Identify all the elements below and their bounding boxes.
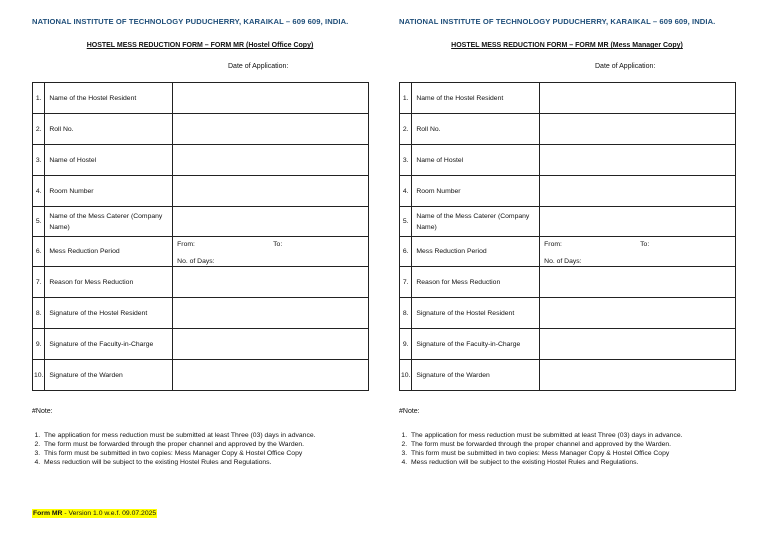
form-row bbox=[33, 360, 369, 391]
row-label: Name of Hostel bbox=[45, 145, 173, 176]
no-of-days-label: No. of Days: bbox=[177, 258, 215, 265]
room-number-field[interactable] bbox=[173, 176, 369, 207]
notes-list bbox=[399, 431, 744, 467]
form-row bbox=[33, 83, 369, 114]
to-label: To: bbox=[273, 241, 283, 248]
row-number: 6. bbox=[400, 237, 412, 267]
reduction-period-field[interactable] bbox=[540, 237, 736, 267]
reason-field[interactable] bbox=[173, 267, 369, 298]
row-label: Name of the Mess Caterer (Company Name) bbox=[45, 207, 173, 237]
form-id: Form MR bbox=[33, 510, 63, 517]
form-table bbox=[32, 82, 369, 391]
form-row bbox=[33, 237, 369, 267]
form-row bbox=[33, 145, 369, 176]
row-label: Roll No. bbox=[45, 114, 173, 145]
row-label: Name of the Mess Caterer (Company Name) bbox=[412, 207, 540, 237]
form-row bbox=[400, 176, 736, 207]
note-item: 1. The application for mess reduction must be submitted at least Three (03) days in advance. bbox=[42, 431, 377, 440]
version-text: - Version 1.0 w.e.f. 09.07.2025 bbox=[62, 510, 157, 517]
no-of-days-label: No. of Days: bbox=[544, 258, 582, 265]
institute-header: NATIONAL INSTITUTE OF TECHNOLOGY PUDUCHERRY, KARAIKAL – 609 609, INDIA. bbox=[32, 17, 349, 26]
reduction-period-field[interactable] bbox=[173, 237, 369, 267]
form-row bbox=[400, 114, 736, 145]
row-label: Reason for Mess Reduction bbox=[45, 267, 173, 298]
row-label: Mess Reduction Period bbox=[412, 237, 540, 267]
form-row bbox=[33, 267, 369, 298]
row-label: Signature of the Warden bbox=[45, 360, 173, 391]
row-number: 6. bbox=[33, 237, 45, 267]
form-row bbox=[33, 329, 369, 360]
form-row bbox=[400, 360, 736, 391]
row-number: 10. bbox=[400, 360, 412, 391]
row-label: Signature of the Faculty-in-Charge bbox=[412, 329, 540, 360]
form-title: HOSTEL MESS REDUCTION FORM – FORM MR (Mess Manager Copy) bbox=[451, 42, 683, 49]
row-number: 7. bbox=[400, 267, 412, 298]
row-number: 2. bbox=[33, 114, 45, 145]
form-row bbox=[33, 114, 369, 145]
row-label: Room Number bbox=[45, 176, 173, 207]
row-number: 4. bbox=[33, 176, 45, 207]
note-item: 3. This form must be submitted in two copies: Mess Manager Copy & Hostel Office Copy bbox=[409, 449, 744, 458]
faculty-signature-field[interactable] bbox=[540, 329, 736, 360]
resident-name-field[interactable] bbox=[173, 83, 369, 114]
row-label: Signature of the Hostel Resident bbox=[412, 298, 540, 329]
from-label: From: bbox=[177, 241, 195, 248]
to-label: To: bbox=[640, 241, 650, 248]
note-item: 4. Mess reduction will be subject to the existing Hostel Rules and Regulations. bbox=[42, 458, 377, 467]
row-number: 10. bbox=[33, 360, 45, 391]
row-number: 3. bbox=[33, 145, 45, 176]
row-number: 3. bbox=[400, 145, 412, 176]
resident-signature-field[interactable] bbox=[173, 298, 369, 329]
version-footer bbox=[32, 509, 157, 518]
row-label: Room Number bbox=[412, 176, 540, 207]
form-row bbox=[400, 145, 736, 176]
date-of-application-label: Date of Application: bbox=[595, 63, 656, 70]
mess-caterer-field[interactable] bbox=[540, 207, 736, 237]
resident-signature-field[interactable] bbox=[540, 298, 736, 329]
form-row bbox=[33, 176, 369, 207]
row-number: 5. bbox=[33, 207, 45, 237]
row-number: 4. bbox=[400, 176, 412, 207]
roll-no-field[interactable] bbox=[173, 114, 369, 145]
hostel-name-field[interactable] bbox=[173, 145, 369, 176]
row-number: 9. bbox=[33, 329, 45, 360]
hostel-name-field[interactable] bbox=[540, 145, 736, 176]
form-title: HOSTEL MESS REDUCTION FORM – FORM MR (Hostel Office Copy) bbox=[86, 42, 314, 49]
row-label: Signature of the Warden bbox=[412, 360, 540, 391]
form-row bbox=[400, 207, 736, 237]
form-row bbox=[400, 329, 736, 360]
form-row bbox=[33, 298, 369, 329]
row-number: 9. bbox=[400, 329, 412, 360]
form-row bbox=[400, 83, 736, 114]
from-label: From: bbox=[544, 241, 562, 248]
note-item: 3. This form must be submitted in two copies: Mess Manager Copy & Hostel Office Copy bbox=[42, 449, 377, 458]
note-item: 2. The form must be forwarded through the proper channel and approved by the Warden. bbox=[42, 440, 377, 449]
room-number-field[interactable] bbox=[540, 176, 736, 207]
form-row bbox=[33, 207, 369, 237]
form-row bbox=[400, 298, 736, 329]
note-item: 2. The form must be forwarded through the proper channel and approved by the Warden. bbox=[409, 440, 744, 449]
row-label: Roll No. bbox=[412, 114, 540, 145]
resident-name-field[interactable] bbox=[540, 83, 736, 114]
faculty-signature-field[interactable] bbox=[173, 329, 369, 360]
row-label: Name of Hostel bbox=[412, 145, 540, 176]
row-label: Name of the Hostel Resident bbox=[412, 83, 540, 114]
row-label: Signature of the Hostel Resident bbox=[45, 298, 173, 329]
note-item: 1. The application for mess reduction must be submitted at least Three (03) days in advance. bbox=[409, 431, 744, 440]
note-heading: #Note: bbox=[399, 408, 420, 415]
date-of-application-label: Date of Application: bbox=[228, 63, 289, 70]
warden-signature-field[interactable] bbox=[173, 360, 369, 391]
note-heading: #Note: bbox=[32, 408, 53, 415]
row-number: 8. bbox=[33, 298, 45, 329]
notes-list bbox=[32, 431, 377, 467]
institute-header: NATIONAL INSTITUTE OF TECHNOLOGY PUDUCHERRY, KARAIKAL – 609 609, INDIA. bbox=[399, 17, 716, 26]
row-label: Reason for Mess Reduction bbox=[412, 267, 540, 298]
row-number: 1. bbox=[400, 83, 412, 114]
mess-caterer-field[interactable] bbox=[173, 207, 369, 237]
reason-field[interactable] bbox=[540, 267, 736, 298]
row-label: Name of the Hostel Resident bbox=[45, 83, 173, 114]
form-row bbox=[400, 237, 736, 267]
row-label: Signature of the Faculty-in-Charge bbox=[45, 329, 173, 360]
row-number: 8. bbox=[400, 298, 412, 329]
row-number: 5. bbox=[400, 207, 412, 237]
warden-signature-field[interactable] bbox=[540, 360, 736, 391]
row-label: Mess Reduction Period bbox=[45, 237, 173, 267]
row-number: 7. bbox=[33, 267, 45, 298]
form-row bbox=[400, 267, 736, 298]
form-table bbox=[399, 82, 736, 391]
note-item: 4. Mess reduction will be subject to the existing Hostel Rules and Regulations. bbox=[409, 458, 744, 467]
roll-no-field[interactable] bbox=[540, 114, 736, 145]
row-number: 1. bbox=[33, 83, 45, 114]
row-number: 2. bbox=[400, 114, 412, 145]
